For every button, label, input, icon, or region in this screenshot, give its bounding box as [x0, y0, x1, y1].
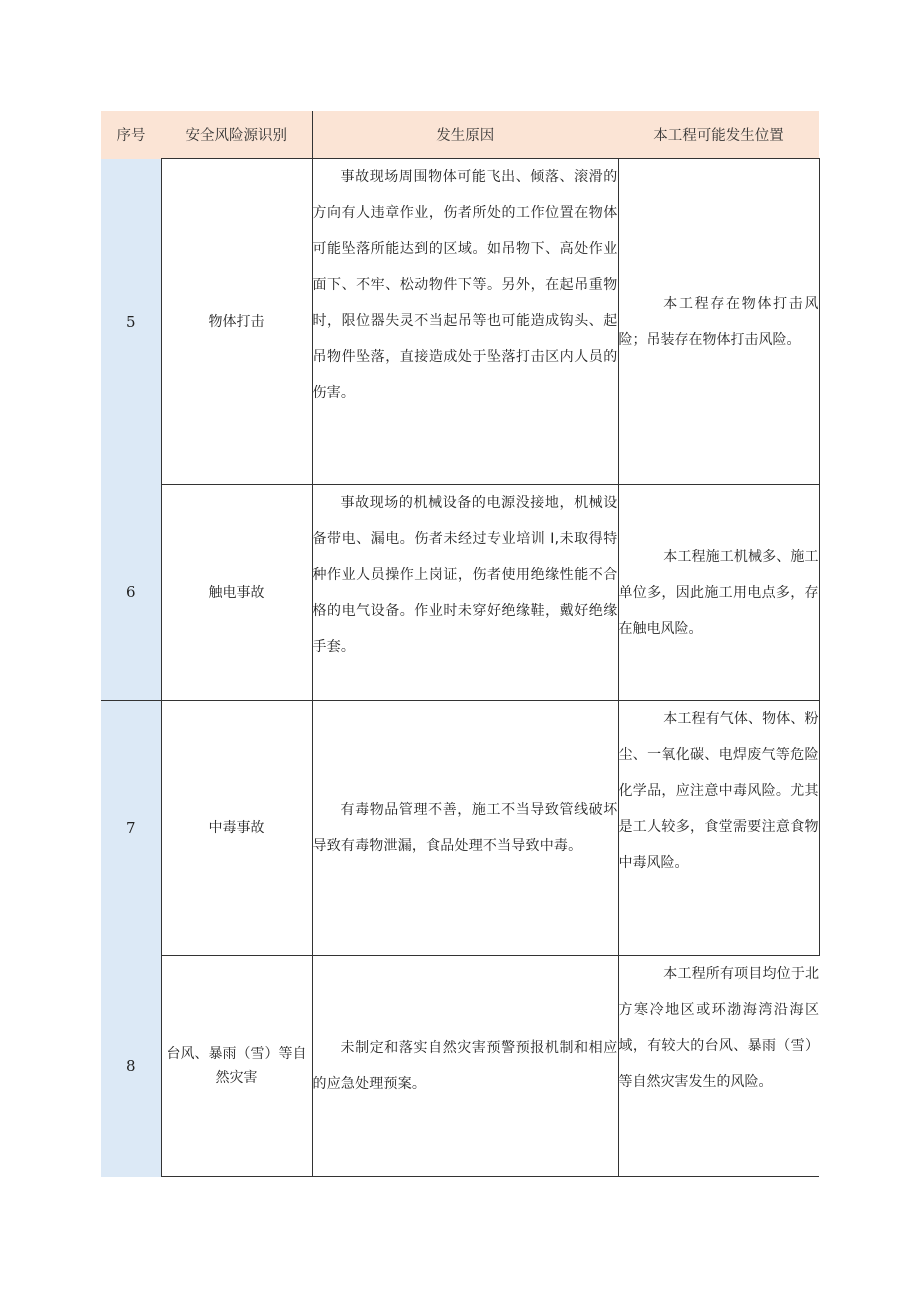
row-risk-source: 中毒事故	[161, 701, 312, 956]
row-risk-source: 物体打击	[161, 159, 312, 485]
safety-risk-table	[101, 111, 820, 1177]
table-header-row	[101, 111, 819, 159]
row-position: 本工程有气体、物体、粉尘、一氧化碳、电焊废气等危险化学品，应注意中毒风险。尤其是工人较多，食堂需要注意食物中毒风险。	[618, 701, 819, 956]
table-row	[101, 485, 819, 701]
row-serial-number: 6	[101, 485, 161, 701]
table-row	[101, 956, 819, 1177]
row-position: 本工程施工机械多、施工单位多，因此施工用电点多，存在触电风险。	[618, 485, 819, 701]
row-cause: 事故现场的机械设备的电源没接地，机械设备带电、漏电。伤者未经过专业培训 I,未取得特种作业人员操作上岗证，伤者使用绝缘性能不合格的电气设备。作业时未穿好绝缘鞋，戴好绝缘手套。	[312, 485, 618, 701]
table-row	[101, 159, 819, 485]
row-position: 本工程所有项目均位于北方寒冷地区或环渤海湾沿海区域，有较大的台风、暴雨（雪）等自然灾害发生的风险。	[618, 956, 819, 1177]
row-serial-number: 5	[101, 159, 161, 485]
header-cause: 发生原因	[312, 111, 618, 159]
row-risk-source: 触电事故	[161, 485, 312, 701]
row-cause: 有毒物品管理不善，施工不当导致管线破坏导致有毒物泄漏，食品处理不当导致中毒。	[312, 701, 618, 956]
row-serial-number: 8	[101, 956, 161, 1177]
header-position: 本工程可能发生位置	[618, 111, 819, 159]
row-cause: 事故现场周围物体可能飞出、倾落、滚滑的方向有人违章作业，伤者所处的工作位置在物体可能坠落所能达到的区域。如吊物下、高处作业面下、不牢、松动物件下等。另外，在起吊重物时，限位器失灵不当起吊等也可能造成钩头、起吊物件坠落，直接造成处于坠落打击区内人员的伤害。	[312, 159, 618, 485]
row-cause: 未制定和落实自然灾害预警预报机制和相应的应急处理预案。	[312, 956, 618, 1177]
row-serial-number: 7	[101, 701, 161, 956]
row-position: 本工程存在物体打击风险；吊装存在物体打击风险。	[618, 159, 819, 485]
table-row	[101, 701, 819, 956]
row-risk-source: 台风、暴雨（雪）等自然灾害	[161, 956, 312, 1177]
header-risk-source: 安全风险源识别	[161, 111, 312, 159]
header-serial-number: 序号	[101, 111, 161, 159]
